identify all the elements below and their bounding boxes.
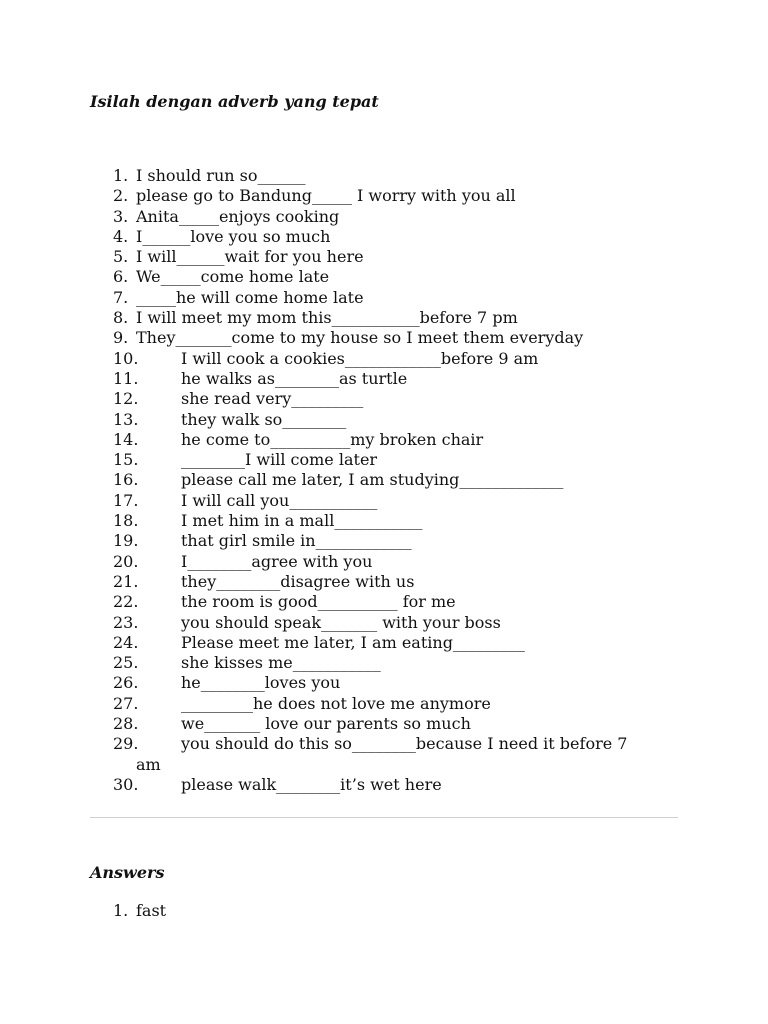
question-text: They_______come to my house so I meet them everyday [136,328,584,348]
question-number: 7. [113,287,129,307]
question-number: 18. [113,511,139,531]
question-text: I should run so______ [136,166,306,185]
question-item [113,328,673,348]
question-number: 19. [113,531,139,551]
question-number: 23. [113,612,139,632]
question-number: 10. [113,348,139,368]
answer-list [113,901,166,921]
question-item [113,410,673,430]
question-item [113,288,673,308]
question-text: I will call you___________ [181,490,378,510]
question-text: we_______ love our parents so much [181,714,471,734]
question-text: I will cook a cookies____________before 9 am [181,348,539,368]
question-item [113,552,673,572]
question-text: please go to Bandung_____ I worry with you all [136,186,516,206]
question-item [113,734,673,775]
question-number: 30. [113,774,139,794]
question-number: 6. [113,267,129,287]
question-number: 15. [113,450,139,470]
question-item [113,572,673,592]
question-number: 29. [113,734,139,754]
question-number: 20. [113,551,139,571]
question-item [113,227,673,247]
question-number: 12. [113,389,139,409]
question-item [113,613,673,633]
question-text: she kisses me___________ [181,653,381,673]
question-item [113,308,673,328]
page-title: Isilah dengan adverb yang tepat [90,92,379,111]
question-item [113,267,673,287]
question-text: they walk so________ [181,409,347,429]
question-list [113,166,673,795]
question-number: 9. [113,328,129,348]
question-number: 17. [113,490,139,510]
question-item [113,511,673,531]
question-text: they________disagree with us [181,571,415,591]
question-item [113,349,673,369]
question-text: I met him in a mall___________ [181,511,423,531]
question-item [113,491,673,511]
question-item [113,389,673,409]
question-item [113,207,673,227]
question-number: 22. [113,592,139,612]
question-text: Anita_____enjoys cooking [136,206,340,226]
question-item [113,633,673,653]
question-item [113,186,673,206]
answer-text: fast [136,901,167,920]
question-text: she read very_________ [181,389,364,409]
question-text: I________agree with you [181,551,373,571]
question-text-continuation: am [136,754,161,774]
question-number: 1. [113,166,129,185]
question-text: ________I will come later [181,450,378,470]
question-text: you should do this so________because I need it before 7 [181,734,628,754]
question-text: please walk________it’s wet here [181,774,442,794]
question-number: 5. [113,247,129,267]
question-text: the room is good__________ for me [181,592,456,612]
question-item [113,592,673,612]
question-number: 24. [113,632,139,652]
question-number: 4. [113,226,129,246]
answers-heading: Answers [90,863,165,882]
question-text: I will______wait for you here [136,247,364,267]
question-item [113,369,673,389]
answer-number: 1. [113,901,129,920]
question-item [113,247,673,267]
question-item [113,531,673,551]
question-item [113,430,673,450]
question-text: he walks as________as turtle [181,368,408,388]
question-number: 27. [113,693,139,713]
question-number: 11. [113,368,139,388]
question-text: I will meet my mom this___________before 7 pm [136,308,518,328]
question-number: 16. [113,470,139,490]
section-divider [90,817,678,818]
question-text: he________loves you [181,673,341,693]
answer-item [113,901,166,921]
question-number: 2. [113,186,129,206]
question-item [113,166,673,186]
question-item [113,450,673,470]
question-text: that girl smile in____________ [181,531,412,551]
question-text: _____he will come home late [136,287,364,307]
question-number: 14. [113,429,139,449]
question-text: Please meet me later, I am eating_________ [181,632,525,652]
question-number: 28. [113,714,139,734]
question-text: he come to__________my broken chair [181,429,484,449]
question-item [113,775,673,795]
question-text: _________he does not love me anymore [181,693,491,713]
question-text: I______love you so much [136,226,331,246]
question-item [113,714,673,734]
question-item [113,653,673,673]
question-number: 26. [113,673,139,693]
question-number: 3. [113,206,129,226]
question-text: please call me later, I am studying_____________ [181,470,564,490]
question-text: We_____come home late [136,267,330,287]
question-number: 13. [113,409,139,429]
question-number: 25. [113,653,139,673]
question-item [113,694,673,714]
question-item [113,673,673,693]
question-number: 8. [113,308,129,328]
question-item [113,470,673,490]
question-number: 21. [113,571,139,591]
question-text: you should speak_______ with your boss [181,612,501,632]
